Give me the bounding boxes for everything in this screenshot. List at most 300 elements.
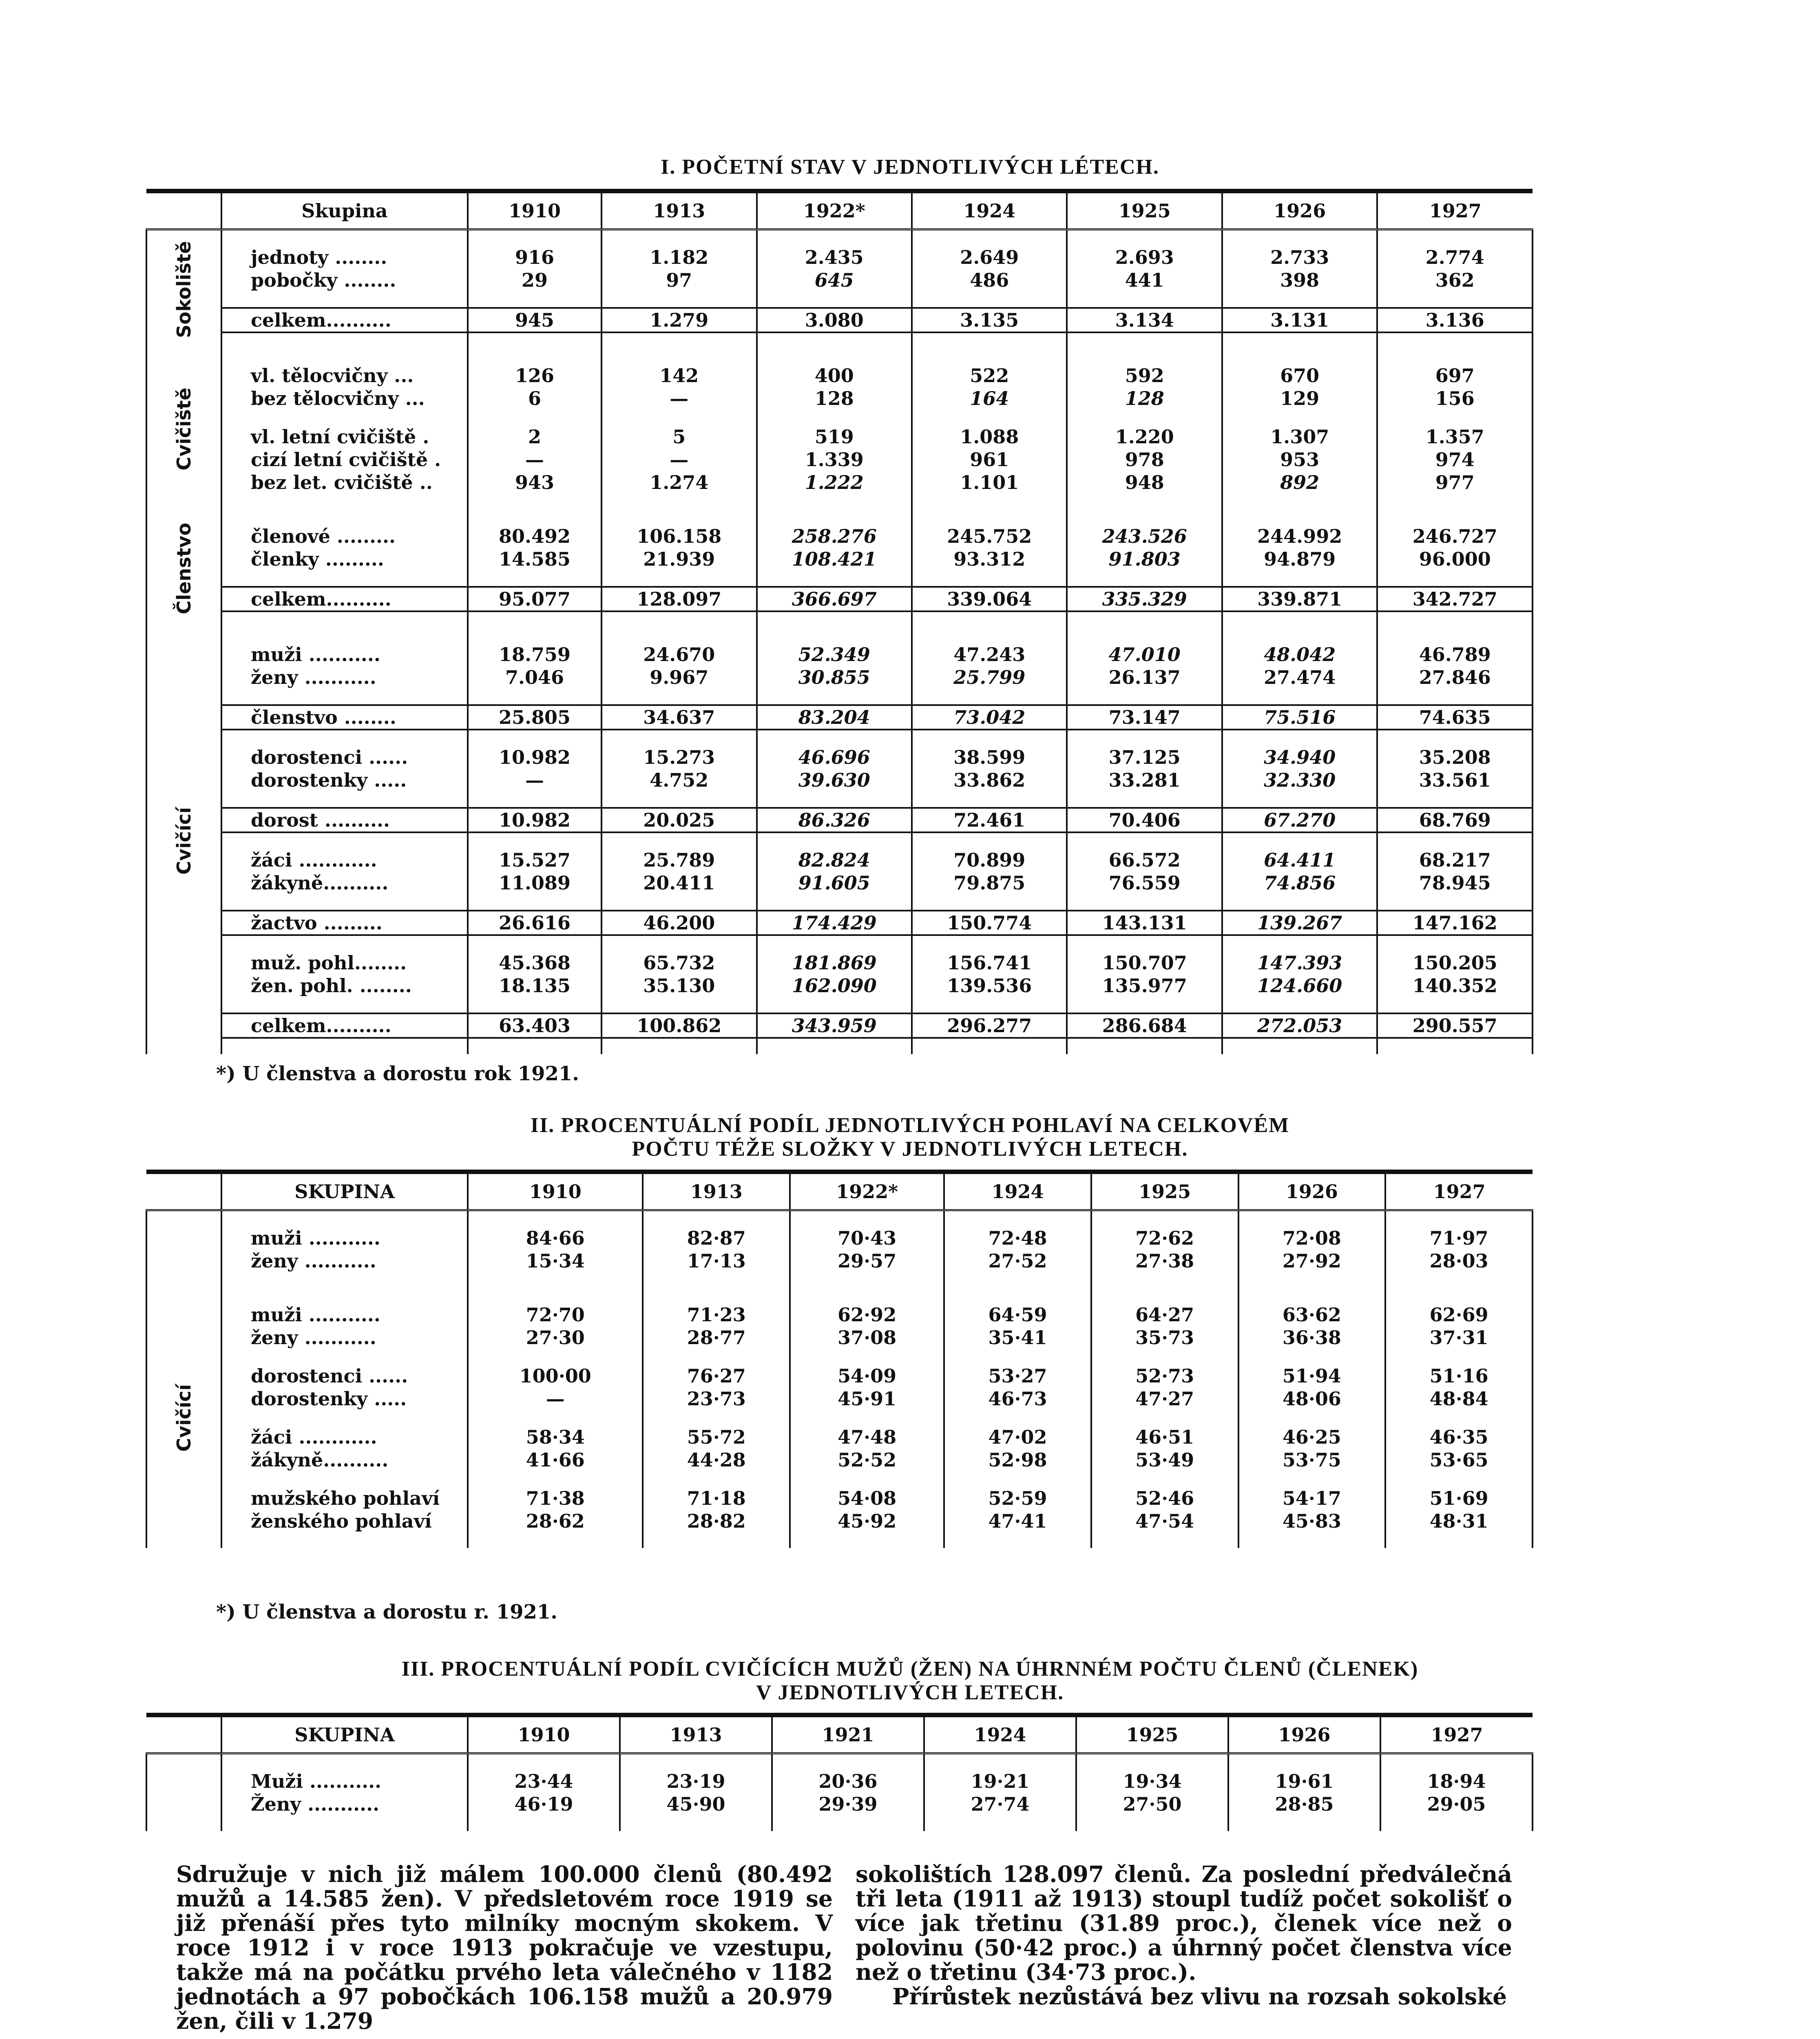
value-cell: 48·06 (1238, 1387, 1386, 1410)
value-cell: 1.220 (1067, 425, 1222, 448)
value-cell: 28·03 (1385, 1249, 1533, 1272)
spacer-cell (1238, 1349, 1386, 1364)
section-spacer (146, 349, 1533, 364)
table-row (146, 548, 1533, 571)
spacer-cell (643, 1410, 790, 1426)
spacer-cell (1222, 349, 1377, 364)
table-row (146, 666, 1533, 689)
value-cell: 84·66 (468, 1227, 643, 1249)
value-cell: 19·34 (1076, 1770, 1228, 1793)
value-cell: 522 (912, 364, 1067, 387)
table-row (146, 1770, 1533, 1793)
spacer-cell (912, 792, 1067, 808)
row-label: dorostenci ...... (221, 746, 468, 769)
spacer-cell (221, 1816, 468, 1831)
spacer-cell (1377, 792, 1533, 808)
row-label: ženského pohlaví (221, 1510, 468, 1533)
value-cell: 51·16 (1385, 1364, 1533, 1387)
row-label: dorostenky ..... (221, 1387, 468, 1410)
table-row (146, 1227, 1533, 1249)
row-label: vl. letní cvičiště . (221, 425, 468, 448)
row-label: bez tělocvičny ... (221, 387, 468, 410)
value-cell: 27·38 (1091, 1249, 1238, 1272)
spacer-cell (1377, 1038, 1533, 1054)
spacer-cell (221, 292, 468, 308)
value-cell: 52·98 (944, 1449, 1091, 1471)
value-cell: 53·65 (1385, 1449, 1533, 1471)
value-cell: 96.000 (1377, 548, 1533, 571)
spacer-cell (602, 410, 756, 425)
value-cell: 29·05 (1380, 1793, 1533, 1816)
row-label: vl. tělocvičny ... (221, 364, 468, 387)
spacer-cell (221, 1410, 468, 1426)
value-cell: 53·75 (1238, 1449, 1386, 1471)
spacer-cell (1067, 1038, 1222, 1054)
spacer-cell (757, 332, 912, 349)
group-spacer (146, 1410, 1533, 1426)
value-cell: 27·30 (468, 1326, 643, 1349)
section-label-cell (146, 1754, 221, 1831)
table-row (146, 849, 1533, 871)
row-label: žen. pohl. ........ (221, 974, 468, 997)
table-row (146, 246, 1533, 269)
row-label: muži ........... (221, 1303, 468, 1326)
value-cell: 71·23 (643, 1303, 790, 1326)
value-cell: 63.403 (468, 1013, 602, 1038)
spacer-cell (221, 1349, 468, 1364)
value-cell: 139.536 (912, 974, 1067, 997)
spacer-cell (1067, 494, 1222, 509)
row-label: Muži ........... (221, 1770, 468, 1793)
spacer-cell (772, 1754, 924, 1770)
spacer-cell (1076, 1754, 1228, 1770)
value-cell: 35·41 (944, 1326, 1091, 1349)
value-cell: 45·90 (620, 1793, 772, 1816)
value-cell: 74.635 (1377, 705, 1533, 730)
value-cell: 45·83 (1238, 1510, 1386, 1533)
spacer-cell (912, 894, 1067, 911)
value-cell: 47.010 (1067, 643, 1222, 666)
value-cell: 18.135 (468, 974, 602, 997)
value-cell: 15·34 (468, 1249, 643, 1272)
spacer-cell (468, 1038, 602, 1054)
value-cell: 45·92 (790, 1510, 944, 1533)
row-label: pobočky ........ (221, 269, 468, 292)
value-cell: 697 (1377, 364, 1533, 387)
column-header-year: 1922* (757, 191, 912, 230)
value-cell: 20.411 (602, 871, 756, 894)
spacer-cell (912, 689, 1067, 705)
value-cell: 1.182 (602, 246, 756, 269)
value-cell: 19·61 (1228, 1770, 1380, 1793)
spacer-cell (924, 1754, 1076, 1770)
value-cell: 3.134 (1067, 308, 1222, 332)
spacer-cell (1385, 1533, 1533, 1548)
spacer-cell (912, 1038, 1067, 1054)
value-cell: 33.862 (912, 769, 1067, 792)
spacer-cell (1238, 1471, 1386, 1487)
section-label: Sokoliště (173, 241, 195, 338)
table-row (146, 951, 1533, 974)
spacer-cell (1377, 410, 1533, 425)
spacer-cell (1377, 571, 1533, 587)
value-cell: 72·08 (1238, 1227, 1386, 1249)
value-cell: 156.741 (912, 951, 1067, 974)
spacer-cell (757, 1038, 912, 1054)
spacer-cell (1067, 628, 1222, 643)
spacer-cell (1222, 832, 1377, 849)
value-cell: 100.862 (602, 1013, 756, 1038)
value-cell: 29 (468, 269, 602, 292)
spacer-cell (643, 1471, 790, 1487)
value-cell: 2.693 (1067, 246, 1222, 269)
column-header-group: SKUPINA (221, 1172, 468, 1210)
spacer-cell (468, 1210, 643, 1227)
value-cell: 343.959 (757, 1013, 912, 1038)
value-cell: 14.585 (468, 548, 602, 571)
section-label-cell (146, 628, 221, 1054)
value-cell: 65.732 (602, 951, 756, 974)
value-cell: 93.312 (912, 548, 1067, 571)
value-cell: 18·94 (1380, 1770, 1533, 1793)
value-cell: 29·57 (790, 1249, 944, 1272)
value-cell: 67.270 (1222, 808, 1377, 832)
spacer-cell (1091, 1349, 1238, 1364)
value-cell: 54·17 (1238, 1487, 1386, 1510)
spacer-cell (468, 935, 602, 951)
value-cell: 953 (1222, 448, 1377, 471)
row-label: jednoty ........ (221, 246, 468, 269)
section-label-cell (146, 1288, 221, 1548)
total-row (146, 705, 1533, 730)
spacer-cell (602, 1038, 756, 1054)
spacer-cell (1222, 509, 1377, 525)
column-header-year: 1924 (944, 1172, 1091, 1210)
value-cell: 2.733 (1222, 246, 1377, 269)
row-label: muži ........... (221, 1227, 468, 1249)
spacer-cell (912, 730, 1067, 746)
spacer-cell (1238, 1410, 1386, 1426)
spacer-cell (1222, 997, 1377, 1013)
value-cell: 72·48 (944, 1227, 1091, 1249)
group-spacer (146, 1471, 1533, 1487)
header-corner (146, 191, 221, 230)
value-cell: 32.330 (1222, 769, 1377, 792)
spacer-cell (221, 349, 468, 364)
value-cell: 108.421 (757, 548, 912, 571)
spacer-cell (912, 832, 1067, 849)
value-cell: 486 (912, 269, 1067, 292)
spacer-cell (1067, 349, 1222, 364)
spacer-cell (1222, 611, 1377, 628)
section-spacer (146, 230, 1533, 246)
column-header-year: 1926 (1238, 1172, 1386, 1210)
spacer-cell (602, 611, 756, 628)
spacer-cell (468, 571, 602, 587)
row-label: žactvo ......... (221, 911, 468, 935)
value-cell: 46.789 (1377, 643, 1533, 666)
value-cell: 25.805 (468, 705, 602, 730)
value-cell: 58·34 (468, 1426, 643, 1449)
value-cell: 245.752 (912, 525, 1067, 548)
paragraph: sokolištích 128.097 členů. Za poslední předválečná tři leta (1911 až 1913) stoupl tudíž počet sokolišť o více jak třetinu (31.89 proc.), členek více než o polovinu (50·42 proc.) a úhrnný počet členstva více než o třetinu (34·73 proc.). (856, 1861, 1512, 1985)
spacer-cell (468, 997, 602, 1013)
value-cell: 27.846 (1377, 666, 1533, 689)
spacer-cell (912, 494, 1067, 509)
value-cell: 670 (1222, 364, 1377, 387)
spacer-cell (468, 792, 602, 808)
value-cell: 74.856 (1222, 871, 1377, 894)
column-header-year: 1926 (1222, 191, 1377, 230)
spacer-cell (1385, 1272, 1533, 1288)
value-cell: 106.158 (602, 525, 756, 548)
spacer-cell (602, 494, 756, 509)
spacer-cell (912, 628, 1067, 643)
value-cell: 140.352 (1377, 974, 1533, 997)
spacer-cell (1377, 935, 1533, 951)
spacer-cell (1385, 1349, 1533, 1364)
spacer-cell (912, 509, 1067, 525)
value-cell: 124.660 (1222, 974, 1377, 997)
spacer-cell (468, 1288, 643, 1303)
value-cell: 71·97 (1385, 1227, 1533, 1249)
value-cell: 1.274 (602, 471, 756, 494)
spacer-cell (944, 1210, 1091, 1227)
value-cell: 64·27 (1091, 1303, 1238, 1326)
value-cell: 63·62 (1238, 1303, 1386, 1326)
value-cell: 83.204 (757, 705, 912, 730)
spacer-cell (1377, 349, 1533, 364)
spacer-cell (221, 730, 468, 746)
section-label: Cvičiště (173, 387, 195, 471)
value-cell: 71·38 (468, 1487, 643, 1510)
spacer-cell (757, 509, 912, 525)
spacer-cell (468, 628, 602, 643)
value-cell: 35.130 (602, 974, 756, 997)
column-header-year: 1913 (620, 1715, 772, 1754)
column-header-year: 1910 (468, 1715, 620, 1754)
table-row (146, 387, 1533, 410)
row-label: dorostenky ..... (221, 769, 468, 792)
total-row (146, 808, 1533, 832)
column-header-year: 1925 (1067, 191, 1222, 230)
value-cell: 296.277 (912, 1013, 1067, 1038)
value-cell: 5 (602, 425, 756, 448)
spacer-cell (221, 997, 468, 1013)
spacer-cell (1067, 571, 1222, 587)
value-cell: 79.875 (912, 871, 1067, 894)
spacer-cell (468, 1349, 643, 1364)
spacer-cell (602, 292, 756, 308)
spacer-cell (790, 1533, 944, 1548)
section-spacer (146, 509, 1533, 525)
spacer-cell (757, 628, 912, 643)
table-row (146, 1249, 1533, 1272)
value-cell: 342.727 (1377, 587, 1533, 611)
header-corner (146, 1715, 221, 1754)
value-cell: 28·82 (643, 1510, 790, 1533)
value-cell: 174.429 (757, 911, 912, 935)
value-cell: 335.329 (1067, 587, 1222, 611)
value-cell: 46·25 (1238, 1426, 1386, 1449)
spacer-cell (602, 689, 756, 705)
value-cell: 91.803 (1067, 548, 1222, 571)
value-cell: 68.769 (1377, 808, 1533, 832)
value-cell: 64.411 (1222, 849, 1377, 871)
value-cell: 10.982 (468, 808, 602, 832)
spacer-cell (602, 349, 756, 364)
spacer-cell (602, 894, 756, 911)
spacer-cell (221, 1210, 468, 1227)
spacer-cell (602, 571, 756, 587)
value-cell: 916 (468, 246, 602, 269)
row-label: dorostenci ...... (221, 1364, 468, 1387)
row-label: žáci ............ (221, 849, 468, 871)
spacer-cell (1091, 1471, 1238, 1487)
spacer-cell (912, 935, 1067, 951)
spacer-cell (221, 332, 468, 349)
value-cell: — (468, 448, 602, 471)
value-cell: 135.977 (1067, 974, 1222, 997)
spacer-cell (1377, 230, 1533, 246)
spacer-cell (643, 1349, 790, 1364)
spacer-cell (468, 494, 602, 509)
value-cell: 366.697 (757, 587, 912, 611)
spacer-cell (912, 997, 1067, 1013)
spacer-cell (1377, 894, 1533, 911)
value-cell: 52·73 (1091, 1364, 1238, 1387)
spacer-cell (790, 1210, 944, 1227)
spacer-cell (1385, 1210, 1533, 1227)
spacer-cell (620, 1754, 772, 1770)
row-label: celkem.......... (221, 1013, 468, 1038)
spacer-cell (1222, 935, 1377, 951)
column-header-year: 1913 (602, 191, 756, 230)
value-cell: 38.599 (912, 746, 1067, 769)
spacer-cell (790, 1410, 944, 1426)
value-cell: 290.557 (1377, 1013, 1533, 1038)
value-cell: 441 (1067, 269, 1222, 292)
spacer-cell (1076, 1816, 1228, 1831)
spacer-cell (221, 832, 468, 849)
value-cell: 53·49 (1091, 1449, 1238, 1471)
spacer-cell (1238, 1288, 1386, 1303)
column-header-year: 1921 (772, 1715, 924, 1754)
spacer-cell (1222, 894, 1377, 911)
value-cell: 2.774 (1377, 246, 1533, 269)
value-cell: 27·92 (1238, 1249, 1386, 1272)
spacer-cell (602, 792, 756, 808)
spacer-cell (912, 332, 1067, 349)
value-cell: 33.281 (1067, 769, 1222, 792)
value-cell: 30.855 (757, 666, 912, 689)
value-cell: 28·85 (1228, 1793, 1380, 1816)
value-cell: 55·72 (643, 1426, 790, 1449)
value-cell: 52·59 (944, 1487, 1091, 1510)
spacer-cell (1377, 332, 1533, 349)
table2-footnote: *) U členstva a dorostu r. 1921. (216, 1601, 557, 1623)
spacer-cell (468, 509, 602, 525)
spacer-cell (221, 1533, 468, 1548)
value-cell: 62·92 (790, 1303, 944, 1326)
spacer-cell (757, 894, 912, 911)
value-cell: 34.637 (602, 705, 756, 730)
row-label: žáci ............ (221, 1426, 468, 1449)
total-row (146, 587, 1533, 611)
spacer-cell (1377, 832, 1533, 849)
value-cell: 1.279 (602, 308, 756, 332)
spacer-cell (221, 1038, 468, 1054)
spacer-cell (643, 1272, 790, 1288)
value-cell: 6 (468, 387, 602, 410)
spacer-cell (1222, 730, 1377, 746)
value-cell: 47·02 (944, 1426, 1091, 1449)
value-cell: 243.526 (1067, 525, 1222, 548)
spacer-cell (602, 628, 756, 643)
value-cell: 54·09 (790, 1364, 944, 1387)
value-cell: 75.516 (1222, 705, 1377, 730)
value-cell: 48·84 (1385, 1387, 1533, 1410)
value-cell: 362 (1377, 269, 1533, 292)
group-spacer (146, 292, 1533, 308)
row-label: muži ........... (221, 643, 468, 666)
group-spacer (146, 1533, 1533, 1548)
column-header-year: 1924 (912, 191, 1067, 230)
value-cell: 162.090 (757, 974, 912, 997)
value-cell: — (602, 448, 756, 471)
table-row (146, 1326, 1533, 1349)
row-label: muž. pohl........ (221, 951, 468, 974)
value-cell: 978 (1067, 448, 1222, 471)
paragraph: Přírůstek nezůstává bez vlivu na rozsah sokolské (892, 1983, 1507, 2010)
value-cell: 150.707 (1067, 951, 1222, 974)
value-cell: 400 (757, 364, 912, 387)
value-cell: 100·00 (468, 1364, 643, 1387)
spacer-cell (944, 1349, 1091, 1364)
spacer-cell (221, 689, 468, 705)
value-cell: 39.630 (757, 769, 912, 792)
value-cell: 3.080 (757, 308, 912, 332)
value-cell: 27·52 (944, 1249, 1091, 1272)
value-cell: 7.046 (468, 666, 602, 689)
value-cell: 45.368 (468, 951, 602, 974)
spacer-cell (221, 1754, 468, 1770)
value-cell: 26.137 (1067, 666, 1222, 689)
value-cell: 47·27 (1091, 1387, 1238, 1410)
value-cell: 147.393 (1222, 951, 1377, 974)
group-spacer (146, 571, 1533, 587)
table3-title-line2: V JEDNOTLIVÝCH LETECH. (756, 1681, 1064, 1704)
column-header-year: 1927 (1377, 191, 1533, 230)
value-cell: 147.162 (1377, 911, 1533, 935)
spacer-cell (772, 1816, 924, 1831)
value-cell: 27·50 (1076, 1793, 1228, 1816)
spacer-cell (1067, 997, 1222, 1013)
spacer-cell (790, 1349, 944, 1364)
value-cell: 129 (1222, 387, 1377, 410)
table3-title-line1: III. PROCENTUÁLNÍ PODÍL CVIČÍCÍCH MUŽŮ (ŽEN) NA ÚHRNNÉM POČTU ČLENŮ (ČLENEK) (401, 1657, 1419, 1681)
spacer-cell (1377, 611, 1533, 628)
spacer-cell (1385, 1288, 1533, 1303)
value-cell: 11.089 (468, 871, 602, 894)
value-cell: 286.684 (1067, 1013, 1222, 1038)
row-label: dorost .......... (221, 808, 468, 832)
row-label: členky ......... (221, 548, 468, 571)
value-cell: 128 (1067, 387, 1222, 410)
spacer-cell (924, 1816, 1076, 1831)
value-cell: 47·48 (790, 1426, 944, 1449)
spacer-cell (757, 292, 912, 308)
